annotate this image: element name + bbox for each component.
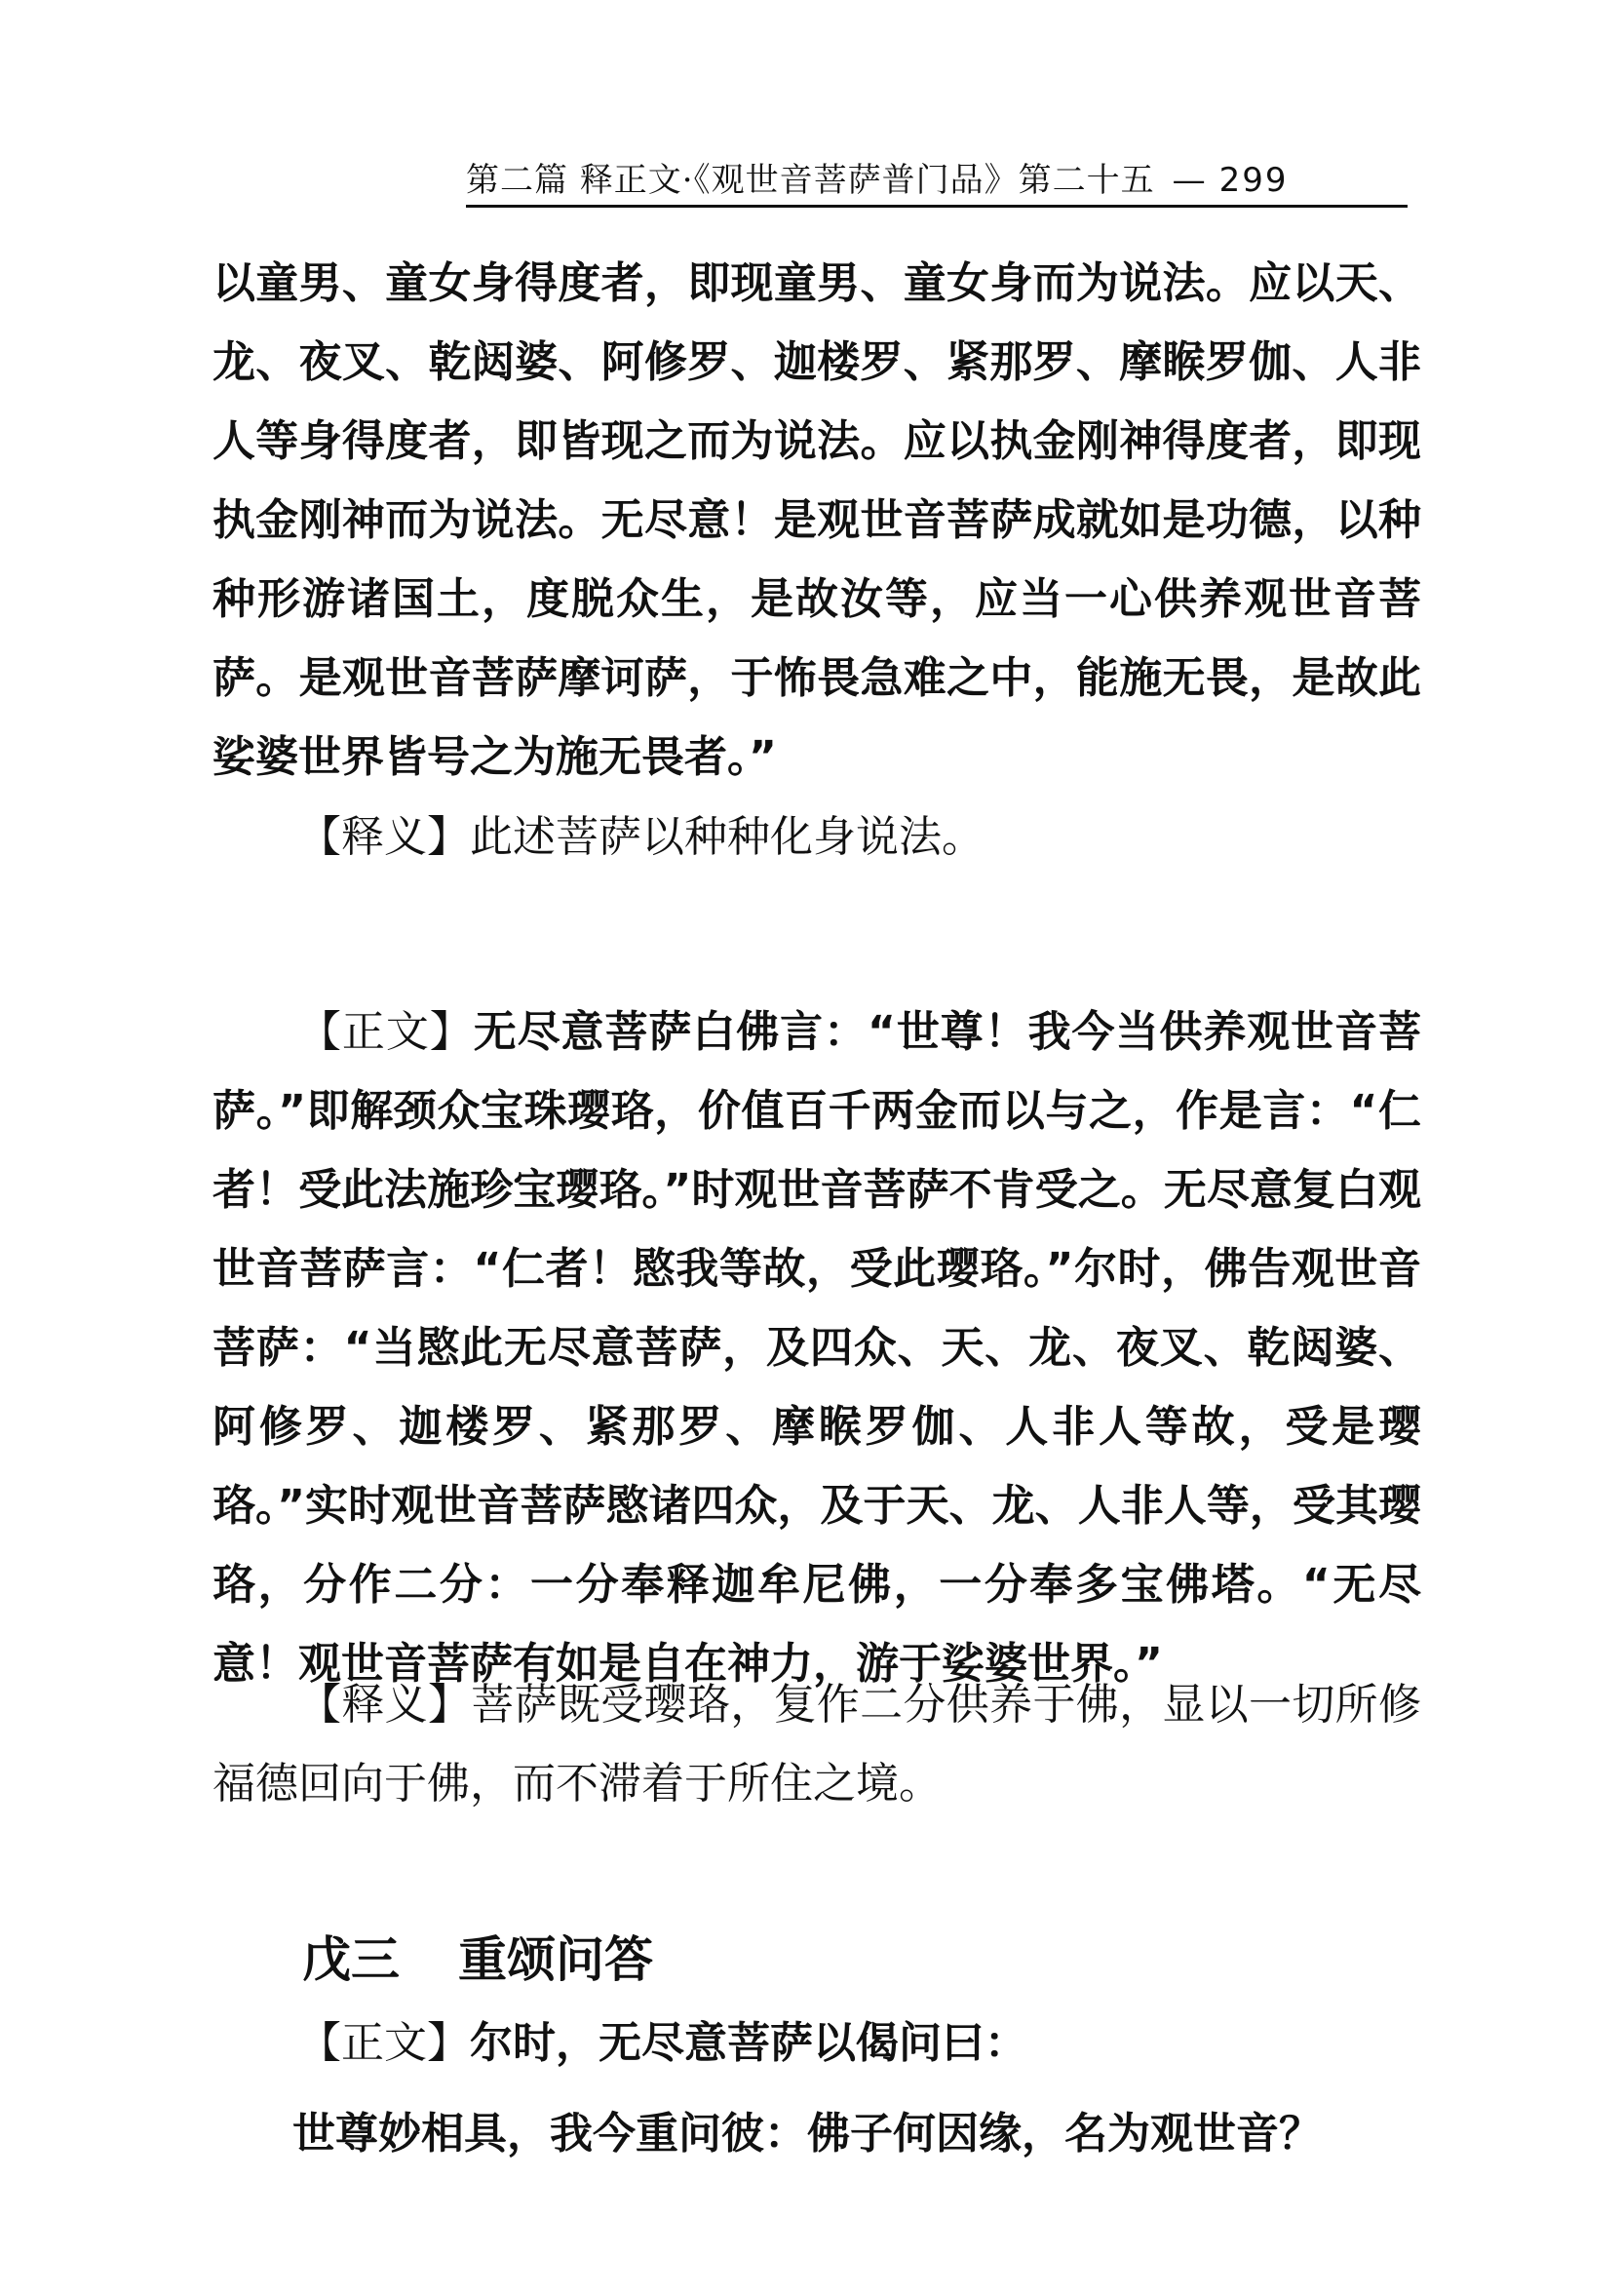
paragraph-text: 以童男、童女身得度者，即现童男、童女身而为说法。应以天、龙、夜叉、乾闼婆、阿修罗、迦楼罗、紧那罗、摩睺罗伽、人非人等身得度者，即皆现之而为说法。应以执金刚神得度者，即现执金刚神而为说法。无尽意！是观世音菩萨成就如是功德，以种种形游诸国土，度脱众生，是故汝等，应当一心供养观世音菩萨。是观世音菩萨摩诃萨，于怖畏急难之中，能施无畏，是故此娑婆世界皆号之为施无畏者。”: [212, 258, 1421, 782]
commentary-text: 此述菩萨以种种化身说法。: [470, 812, 985, 862]
commentary-text: 菩萨既受璎珞，复作二分供养于佛，显以一切所修福德回向于佛，而不滞着于所住之境。: [212, 1680, 1421, 1809]
header-title: 第二篇 释正文·《观世音菩萨普门品》第二十五: [466, 161, 1155, 200]
scripture-text: 无尽意菩萨白佛言：“世尊！我今当供养观世音菩萨。”即解颈众宝珠璎珞，价值百千两金而以与之，作是言：“仁者！受此法施珍宝璎珞。”时观世音菩萨不肯受之。无尽意复白观世音菩萨言：“仁者！愍我等故，受此璎珞。”尔时，佛告观世音菩萨：“当愍此无尽意菩萨，及四众、天、龙、夜叉、乾闼婆、阿修罗、迦楼罗、紧那罗、摩睺罗伽、人非人等故，受是璎珞。”实时观世音菩萨愍诸四众，及于天、龙、人非人等，受其璎珞，分作二分：一分奉释迦牟尼佛，一分奉多宝佛塔。“无尽意！观世音菩萨有如是自在神力，游于娑婆世界。”: [212, 1007, 1422, 1689]
verse-text: 世尊妙相具，我今重问彼：佛子何因缘，名为观世音？: [292, 2109, 1322, 2159]
scripture-text: 尔时，无尽意菩萨以偈问曰：: [470, 2018, 1027, 2068]
section-title: 重颂问答: [458, 1931, 653, 1988]
page-number: 299: [1218, 161, 1289, 200]
verse-line: [292, 2094, 1423, 2173]
section-number: 戊三: [302, 1931, 400, 1988]
scripture-label: 【正文】: [298, 2018, 470, 2068]
commentary-label: 【释义】: [298, 812, 470, 862]
body-paragraph-continued: [212, 244, 1421, 797]
running-header: [466, 156, 1408, 208]
scripture-label: 【正文】: [298, 1007, 474, 1057]
header-separator: —: [1172, 161, 1206, 200]
scripture-paragraph-2: [212, 2004, 1421, 2082]
section-heading: [302, 1921, 1179, 1999]
commentary-paragraph-1: [212, 798, 1421, 876]
commentary-label: 【释义】: [298, 1680, 472, 1730]
commentary-paragraph-2: [212, 1665, 1421, 1823]
scripture-paragraph-1: [212, 992, 1421, 1703]
